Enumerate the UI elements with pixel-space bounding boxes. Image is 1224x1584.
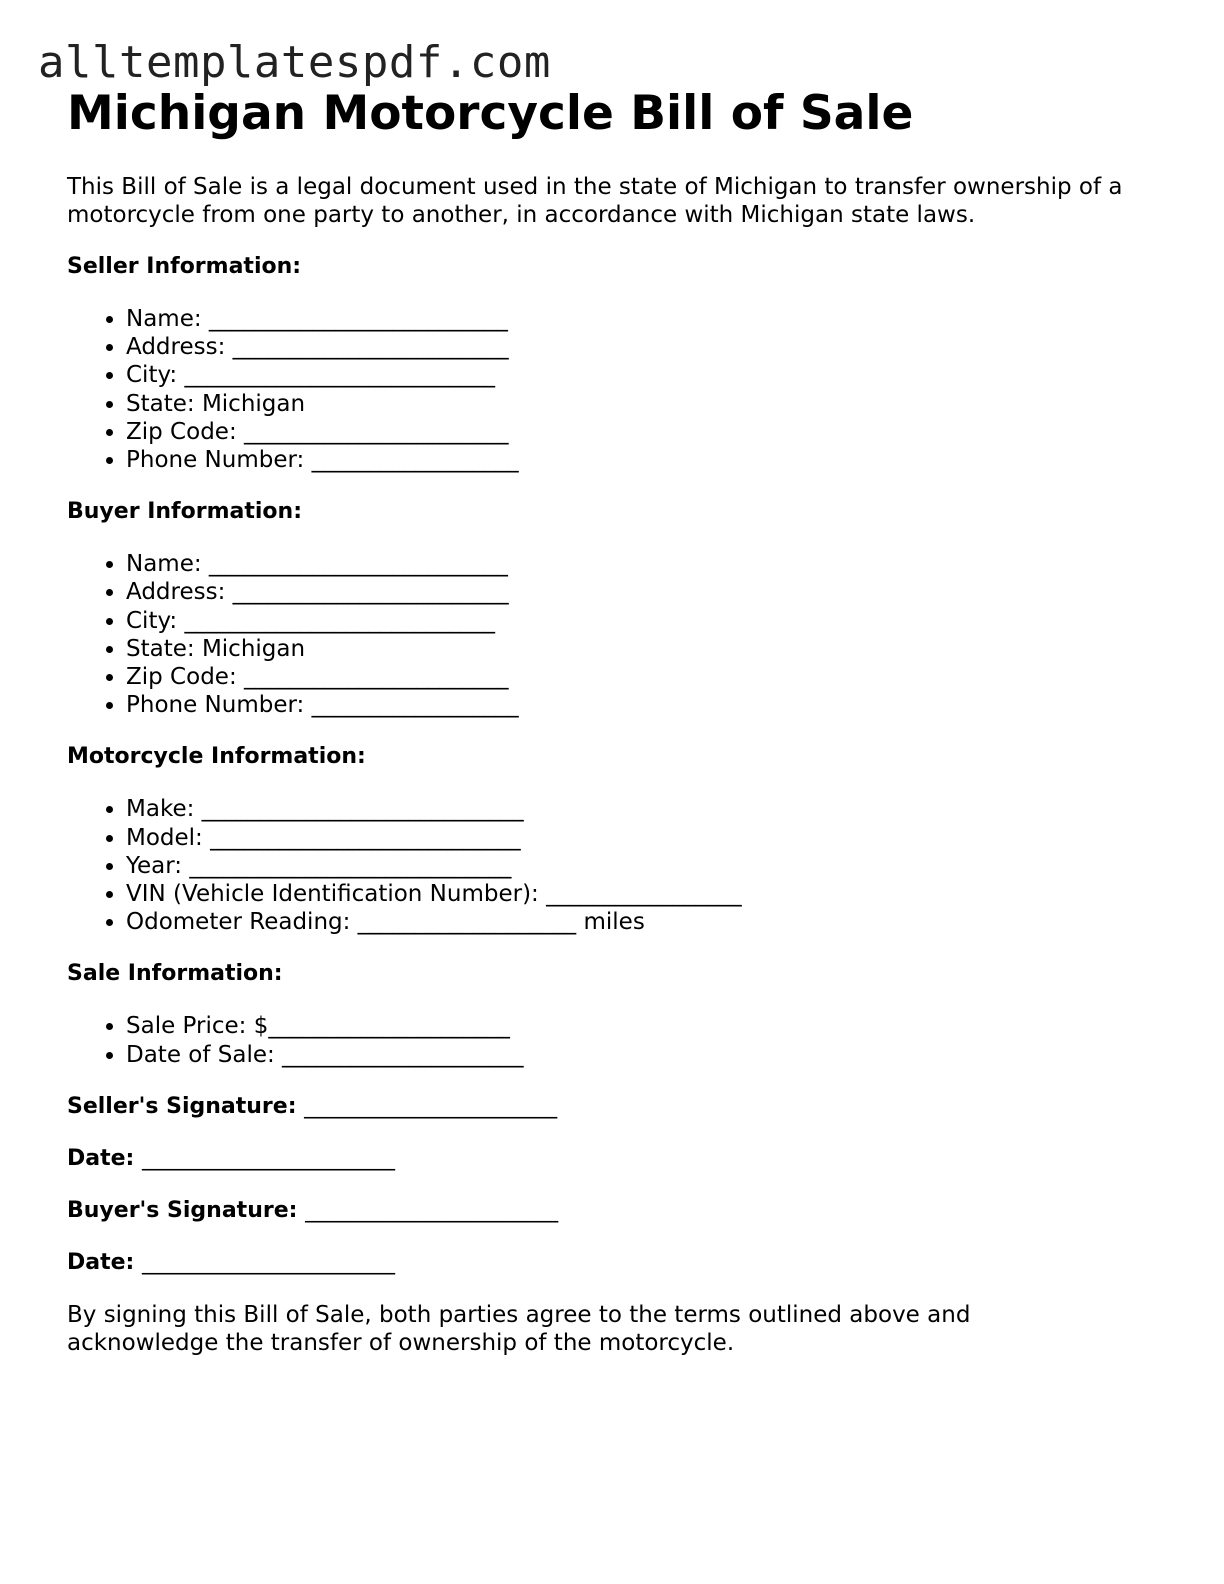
motorcycle-model-field: • Model: ___________________________: [126, 824, 1167, 852]
motorcycle-make-field: • Make: ____________________________: [126, 795, 1167, 823]
seller-date-line: [67, 1145, 1167, 1173]
seller-signature-line: [67, 1093, 1167, 1121]
seller-date-label: Date:: [67, 1145, 135, 1171]
buyer-name-field: • Name: __________________________: [126, 550, 1167, 578]
sale-section-heading: Sale Information:: [67, 961, 283, 987]
buyer-date-label: Date:: [67, 1249, 135, 1275]
motorcycle-fields-list: [67, 795, 1167, 936]
seller-date-blank: _______________________: [142, 1145, 396, 1171]
sale-price-field: • Sale Price: $_____________________: [126, 1012, 1167, 1040]
buyer-section-heading: Buyer Information:: [67, 499, 302, 525]
buyer-phone-field: • Phone Number: __________________: [126, 691, 1167, 719]
document-body: [67, 86, 1167, 1357]
motorcycle-vin-field: • VIN (Vehicle Identification Number): _________________: [126, 880, 1167, 908]
motorcycle-odometer-field: • Odometer Reading: ___________________ miles: [126, 908, 1167, 936]
motorcycle-section-heading: Motorcycle Information:: [67, 744, 366, 770]
closing-paragraph: By signing this Bill of Sale, both parties agree to the terms outlined above and acknowledge the transfer of ownership of the motorcycle.: [67, 1301, 971, 1356]
buyer-signature-blank: _______________________: [305, 1197, 559, 1223]
buyer-zip-field: • Zip Code: _______________________: [126, 663, 1167, 691]
seller-name-field: • Name: __________________________: [126, 305, 1167, 333]
buyer-address-field: • Address: ________________________: [126, 578, 1167, 606]
buyer-city-field: • City: ___________________________: [126, 607, 1167, 635]
seller-phone-field: • Phone Number: __________________: [126, 446, 1167, 474]
seller-fields-list: [67, 305, 1167, 474]
buyer-fields-list: [67, 550, 1167, 719]
buyer-signature-line: [67, 1197, 1167, 1225]
sale-fields-list: [67, 1012, 1167, 1068]
site-watermark: alltemplatespdf.com: [38, 37, 551, 88]
sale-date-field: • Date of Sale: _____________________: [126, 1041, 1167, 1069]
buyer-date-blank: _______________________: [142, 1249, 396, 1275]
seller-zip-field: • Zip Code: _______________________: [126, 418, 1167, 446]
buyer-state-field: • State: Michigan: [126, 635, 1167, 663]
intro-paragraph: This Bill of Sale is a legal document used in the state of Michigan to transfer ownership of a motorcycle from one party to another, in accordance with Michigan state laws.: [67, 174, 1123, 228]
seller-signature-label: Seller's Signature:: [67, 1093, 297, 1119]
buyer-signature-label: Buyer's Signature:: [67, 1197, 298, 1223]
buyer-date-line: [67, 1249, 1167, 1277]
seller-address-field: • Address: ________________________: [126, 333, 1167, 361]
seller-signature-blank: _______________________: [304, 1093, 558, 1119]
seller-state-field: • State: Michigan: [126, 390, 1167, 418]
motorcycle-year-field: • Year: ____________________________: [126, 852, 1167, 880]
seller-city-field: • City: ___________________________: [126, 361, 1167, 389]
seller-section-heading: Seller Information:: [67, 254, 302, 279]
document-title: Michigan Motorcycle Bill of Sale: [67, 86, 914, 141]
